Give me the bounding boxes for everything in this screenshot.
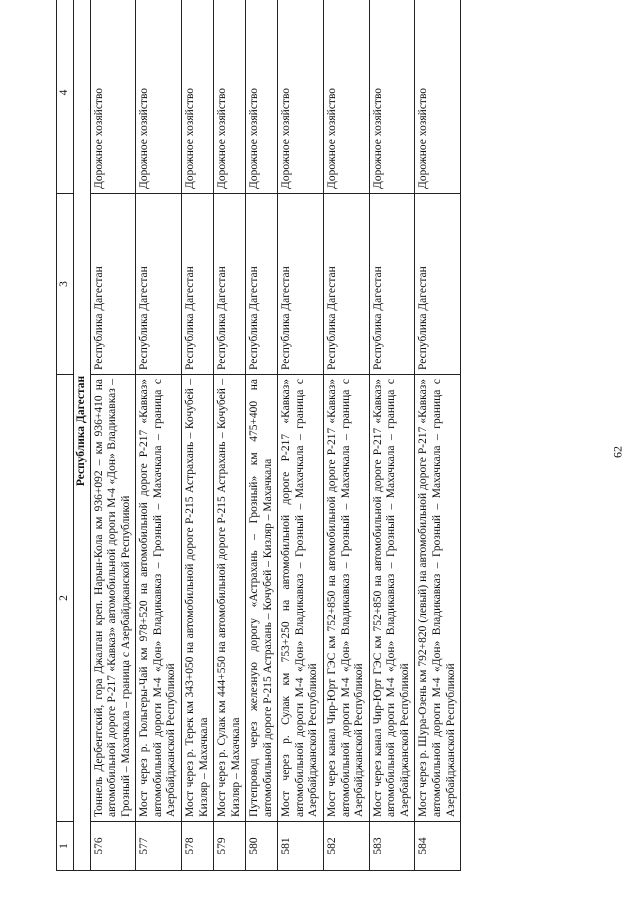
row-number: 576 [90,822,136,871]
subject-cell: Республика Дагестан [214,194,246,375]
column-number: 3 [57,194,74,375]
subject-cell: Республика Дагестан [136,194,182,375]
column-number: 4 [57,0,74,194]
object-name: Мост через р. Сулак км 753+250 на автомобильной дороге Р-217 «Кавказ» автомобильной дороги М-4 «Дон» Владикавказ – Грозный – Махачкала – граница с Азербайджанской Республикой [278,375,324,822]
owner-cell: Дорожное хозяйство [369,0,415,194]
owner-cell: Дорожное хозяйство [214,0,246,194]
document-page [56,28,606,871]
owner-cell: Дорожное хозяйство [324,0,370,194]
row-number: 578 [181,822,213,871]
column-number-row [57,0,74,871]
subject-cell: Республика Дагестан [90,194,136,375]
table-row [181,0,213,871]
subject-cell: Республика Дагестан [369,194,415,375]
row-number: 580 [246,822,278,871]
table-row [415,0,461,871]
object-name: Путепровод через железную дорогу «Астрахань – Грозный» км 475+400 на автомобильной дороге Р-215 Астрахань – Кочубей – Кизляр – Махачкала [246,375,278,822]
row-number: 582 [324,822,370,871]
region-heading: Республика Дагестан [74,0,91,871]
column-number: 1 [57,822,74,871]
owner-cell: Дорожное хозяйство [90,0,136,194]
row-number: 584 [415,822,461,871]
registry-table [56,0,461,871]
object-name: Мост через р. Сулак км 444+550 на автомобильной дороге Р-215 Астрахань – Кочубей – Кизляр – Махачкала [214,375,246,822]
subject-cell: Республика Дагестан [278,194,324,375]
owner-cell: Дорожное хозяйство [415,0,461,194]
object-name: Мост через р. Шура-Озень км 792+820 (левый) на автомобильной дороге Р-217 «Кавказ» автомобильной дороги М-4 «Дон» Владикавказ – Грозный – Махачкала – граница с Азербайджанской Республикой [415,375,461,822]
page-number: 62 [610,446,625,458]
object-name: Мост через р. Терек км 343+050 на автомобильной дороге Р-215 Астрахань – Кочубей – Кизляр – Махачкала [181,375,213,822]
object-name: Мост через канал Чир-Юрт ГЭС км 752+850 на автомобильной дороге Р-217 «Кавказ» автомобильной дороги М-4 «Дон» Владикавказ – Грозный – Махачкала – граница с Азербайджанской Республикой [369,375,415,822]
subject-cell: Республика Дагестан [246,194,278,375]
subject-cell: Республика Дагестан [415,194,461,375]
table-row [214,0,246,871]
table-row [90,0,136,871]
table-row [136,0,182,871]
object-name: Тоннель Дербентский, гора Джалган креп. Нарын-Кола км 936+092 – км 936+410 на автомобильной дороге Р-217 «Кавказ» автомобильной дороги М-4 «Дон» Владикавказ – Грозный – Махачкала – граница с Азербайджанской Республикой [90,375,136,822]
row-number: 581 [278,822,324,871]
column-number: 2 [57,375,74,822]
object-name: Мост через р. Гюльгеры-Чай км 978+520 на автомобильной дороге Р-217 «Кавказ» автомобильной дороги М-4 «Дон» Владикавказ – Грозный – Махачкала – граница с Азербайджанской Республикой [136,375,182,822]
region-row [74,0,91,871]
owner-cell: Дорожное хозяйство [278,0,324,194]
rotated-table-container [56,28,606,871]
subject-cell: Республика Дагестан [181,194,213,375]
table-row [324,0,370,871]
table-row [369,0,415,871]
owner-cell: Дорожное хозяйство [246,0,278,194]
object-name: Мост через канал Чир-Юрт ГЭС км 752+850 на автомобильной дороге Р-217 «Кавказ» автомобильной дороги М-4 «Дон» Владикавказ – Грозный – Махачкала – граница с Азербайджанской Республикой [324,375,370,822]
owner-cell: Дорожное хозяйство [181,0,213,194]
owner-cell: Дорожное хозяйство [136,0,182,194]
row-number: 579 [214,822,246,871]
row-number: 583 [369,822,415,871]
table-row [246,0,278,871]
row-number: 577 [136,822,182,871]
table-row [278,0,324,871]
subject-cell: Республика Дагестан [324,194,370,375]
